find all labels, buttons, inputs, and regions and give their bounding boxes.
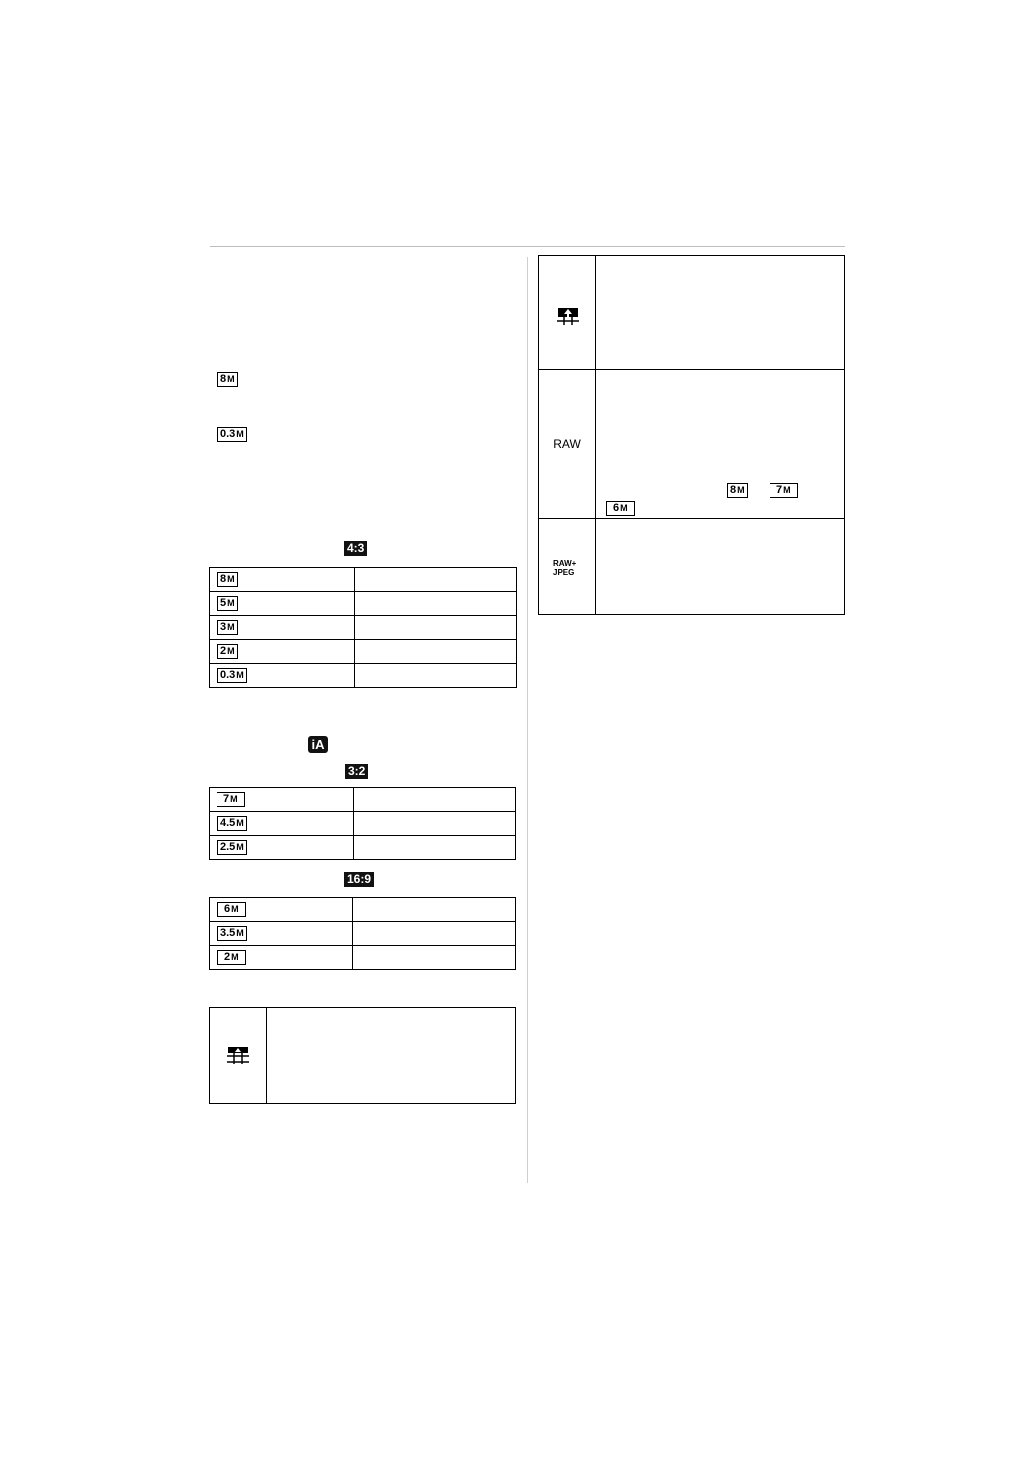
size-table-4-3 [209, 567, 517, 688]
picture-size-0-3m-icon: 0.3M [217, 668, 247, 683]
table-row [539, 519, 845, 615]
picture-size-7m-icon: 7M [770, 483, 798, 498]
top-rule [210, 246, 845, 247]
aspect-ratio-3-2-icon: 3:2 [345, 764, 368, 779]
raw-icon: RAW [553, 437, 581, 451]
picture-size-7m-icon: 7M [217, 792, 245, 807]
table-row [210, 1008, 516, 1104]
picture-size-6m-icon: 6M [217, 902, 246, 917]
table-row [210, 664, 517, 688]
table-row [210, 898, 516, 922]
picture-size-8m-icon: 8M [217, 372, 238, 387]
aspect-ratio-4-3-icon: 4:3 [344, 541, 367, 556]
table-row [210, 640, 517, 664]
aspect-ratio-16-9-icon: 16:9 [344, 872, 374, 887]
table-row [210, 616, 517, 640]
table-row [210, 922, 516, 946]
quality-standard-table [209, 1007, 516, 1104]
table-row [210, 788, 516, 812]
picture-size-4-5m-icon: 4.5M [217, 816, 247, 831]
picture-size-8m-icon: 8M [217, 572, 238, 587]
quality-fine-icon [556, 306, 580, 326]
quality-standard-icon [226, 1045, 250, 1065]
column-divider [527, 257, 528, 1183]
picture-size-2-5m-icon: 2.5M [217, 840, 247, 855]
table-row [210, 836, 516, 860]
table-row [539, 256, 845, 370]
size-table-16-9 [209, 897, 516, 970]
table-row [210, 812, 516, 836]
size-table-3-2 [209, 787, 516, 860]
quality-table [538, 255, 845, 615]
table-row [210, 946, 516, 970]
picture-size-5m-icon: 5M [217, 596, 238, 611]
picture-size-3m-icon: 3M [217, 620, 238, 635]
raw-jpeg-icon: RAW+ JPEG [553, 559, 577, 577]
picture-size-3-5m-icon: 3.5M [217, 926, 247, 941]
picture-size-8m-icon: 8M [727, 483, 748, 498]
picture-size-2m-icon: 2M [217, 644, 238, 659]
picture-size-2m-icon: 2M [217, 950, 246, 965]
intelligent-auto-icon: iA [308, 736, 328, 753]
picture-size-0-3m-icon: 0.3M [217, 427, 247, 442]
table-row [539, 370, 845, 519]
picture-size-6m-icon: 6M [606, 501, 635, 516]
table-row [210, 568, 517, 592]
table-row [210, 592, 517, 616]
